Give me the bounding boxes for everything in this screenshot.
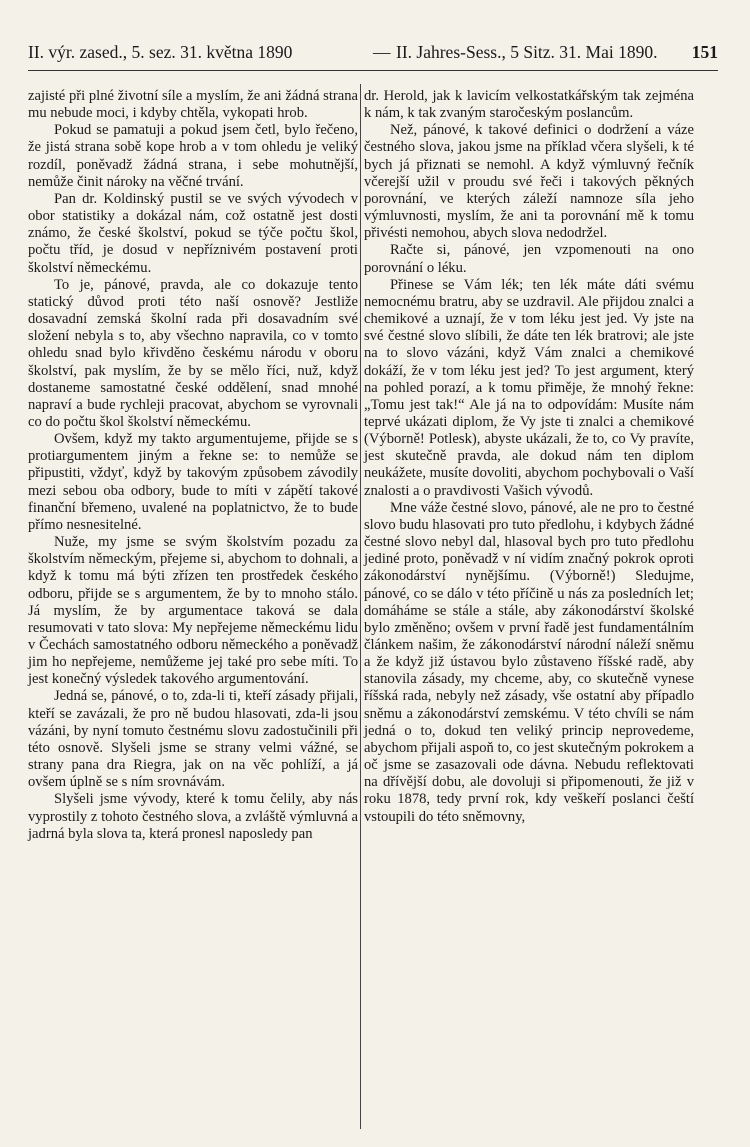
- paragraph: Slyšeli jsme vývody, které k tomu čelily, aby nás vyprostily z tohoto čestného slova, a zvláště výmluvná a jadrná byla slova ta, která pronesl naposledy pan: [28, 791, 358, 842]
- paragraph: Nuže, my jsme se svým školstvím pozadu za školstvím německým, přejeme si, abychom to dohnali, a když k tomu má býti zřízen ten prostředek českého odboru, přijde se s argumentem, že by to mnoho stálo. Já myslím, že by argumentace taková se dala resumovati v tato slova: My nepřejeme německému lidu v Čechách samostatného odboru německého a poněvadž jim ho nepřejeme, nemůžeme jej také pro sebe míti. To jest konečný výsledek takového argumentování.: [28, 534, 358, 688]
- page-number: 151: [691, 42, 718, 62]
- header-german: II. Jahres-Sess., 5 Sitz. 31. Mai 1890.: [396, 42, 658, 62]
- paragraph: zajisté při plné životní síle a myslím, že ani žádná strana mu nebude moci, i kdyby chtěla, vykopati hrob.: [28, 88, 358, 122]
- left-column: [28, 88, 358, 843]
- paragraph: Ovšem, když my takto argumentujeme, přijde se s protiargumentem jiným a řekne se: to nemůže se připustiti, vždyť, když by takovým způsobem závodily mezi sebou oba odbory, bude to míti v zápětí takové finanční břemeno, uvalené na poplatnictvo, že to bude přímo nesnesitelné.: [28, 431, 358, 533]
- right-column: [364, 88, 694, 826]
- header-separator: —: [373, 42, 391, 62]
- column-divider: [360, 84, 361, 1129]
- paragraph: Račte si, pánové, jen vzpomenouti na ono porovnání o léku.: [364, 242, 694, 276]
- running-header: [28, 40, 718, 64]
- paragraph: To je, pánové, pravda, ale co dokazuje tento statický důvod proti této naší osnově? Jestliže dosavadní zemská školní rada při dosavadním své složení nebyla s to, aby všechno napravila, co v tomto ohledu snad bylo křivděno českému národu v oboru školství, pak myslím, že by se mělo říci, nuž, když dostaneme samostatné české oddělení, snad mnohé napraví a bude rychleji pracovat, abychom se vyrovnali co do počtu škol školství německému.: [28, 276, 358, 430]
- header-rule: [28, 70, 718, 71]
- paragraph: Přinese se Vám lék; ten lék máte dáti svému nemocnému bratru, aby se uzdravil. Ale přijdou znalci a chemikové a uznají, že v tom léku jest jed. Vy jste na své čestné slovo slíbili, že dáte ten lék bratrovi; ale jste na to slovo vázáni, když Vám znalci a chemikové dokáží, že v tom léku jest jed? To jest argument, který na pohled porazí, a k tomu přimějе, že mnohý řekne: „Tomu jest tak!“ Ale já na to odpovídám: Musíte nám teprvé ukázati diplom, že Vy jste ti znalci a chemikové (Výborně! Potlesk), abyste ukázali, že to, co Vy pravíte, jest skutečně pravda, ale dokud nám ten diplom neukážete, musíte dovoliti, abychom pochybovali o Vaší znalosti a o pravdivosti Vašich vývodů.: [364, 276, 694, 499]
- paragraph: Pan dr. Koldinský pustil se ve svých vývodech v obor statistiky a dokázal nám, což ostatně jest dosti známo, že české školství, pokud se týče počtu škol, počtu tříd, je dosud v nepříznivém postavení proti školství německému.: [28, 190, 358, 276]
- header-czech: II. výr. zased., 5. sez. 31. května 1890: [28, 42, 293, 62]
- paragraph: Pokud se pamatuji a pokud jsem četl, bylo řečeno, že jistá strana sobě kope hrob a v tom ohledu je veliký rozdíl, poněvadž žádná strana, i sebe mohutnější, nemůže činit nároky na věčné trvání.: [28, 122, 358, 190]
- paragraph: dr. Herold, jak k lavicím velkostatkářským tak zejména k nám, k tak zvaným staročeským poslancům.: [364, 88, 694, 122]
- paragraph: Jedná se, pánové, o to, zda-li ti, kteří zásady přijali, kteří se zavázali, že pro ně budou hlasovati, zda-li jsou vázáni, by nyní tomuto čestnému slovu zadostučinili při této osnově. Slyšeli jsme se strany velmi vážné, se strany pana dra Riegra, jak on na věc pohlíží, a já ovšem úplně se s ním srovnávám.: [28, 688, 358, 791]
- paragraph: Mne váže čestné slovo, pánové, ale ne pro to čestné slovo budu hlasovati pro tuto předlohu, i kdybych žádné čestné slovo nebyl dal, hlasoval bych pro tuto předlohu jediné proto, poněvadž v ní vidím značný pokrok oproti zákonodárství nynějšímu. (Výborně!) Sledujme, pánové, co se dálo v této příčině u nás za posledních let; domáháme se stále a stále, aby zákonodárství školské bylo změněno; ovšem v první řadě jest fundamentálním článkem našim, že zákonodárství národní náleží sněmu a že když již ústavou bylo zůstaveno říšské radě, aby stanovila zásady, my chceme, aby, co skutečně vynese říšská rada, nebyly než zásady, vše ostatní aby případlo sněmu a zákonodárství zemskému. V této chvíli se nám jedná o to, dokud ten veliký princip neprovedeme, abychom přijali aspoň to, co jest skutečným pokrokem a oč jsme se zasazovali ode dávna. Nebudu reflektovati na dřívější dobu, ale dovoluji si připomenouti, že již v roku 1878, tedy první rok, kdy veškeří poslanci čeští vstoupili do této sněmovny,: [364, 499, 694, 825]
- paragraph: Než, pánové, k takové definici o dodržení a váze čestného slova, jakou jsme na příklad včera slyšeli, k té bych já přiznati se nemohl. A když výmluvný řečník včerejší užil v proudu své řeči i takových pěkných porovnání, ve kterých záleží namnoze síla jeho výmluvnosti, myslím, že ani ta porovnání mě k tomu přivésti nemohou, abych slova nedodržel.: [364, 122, 694, 242]
